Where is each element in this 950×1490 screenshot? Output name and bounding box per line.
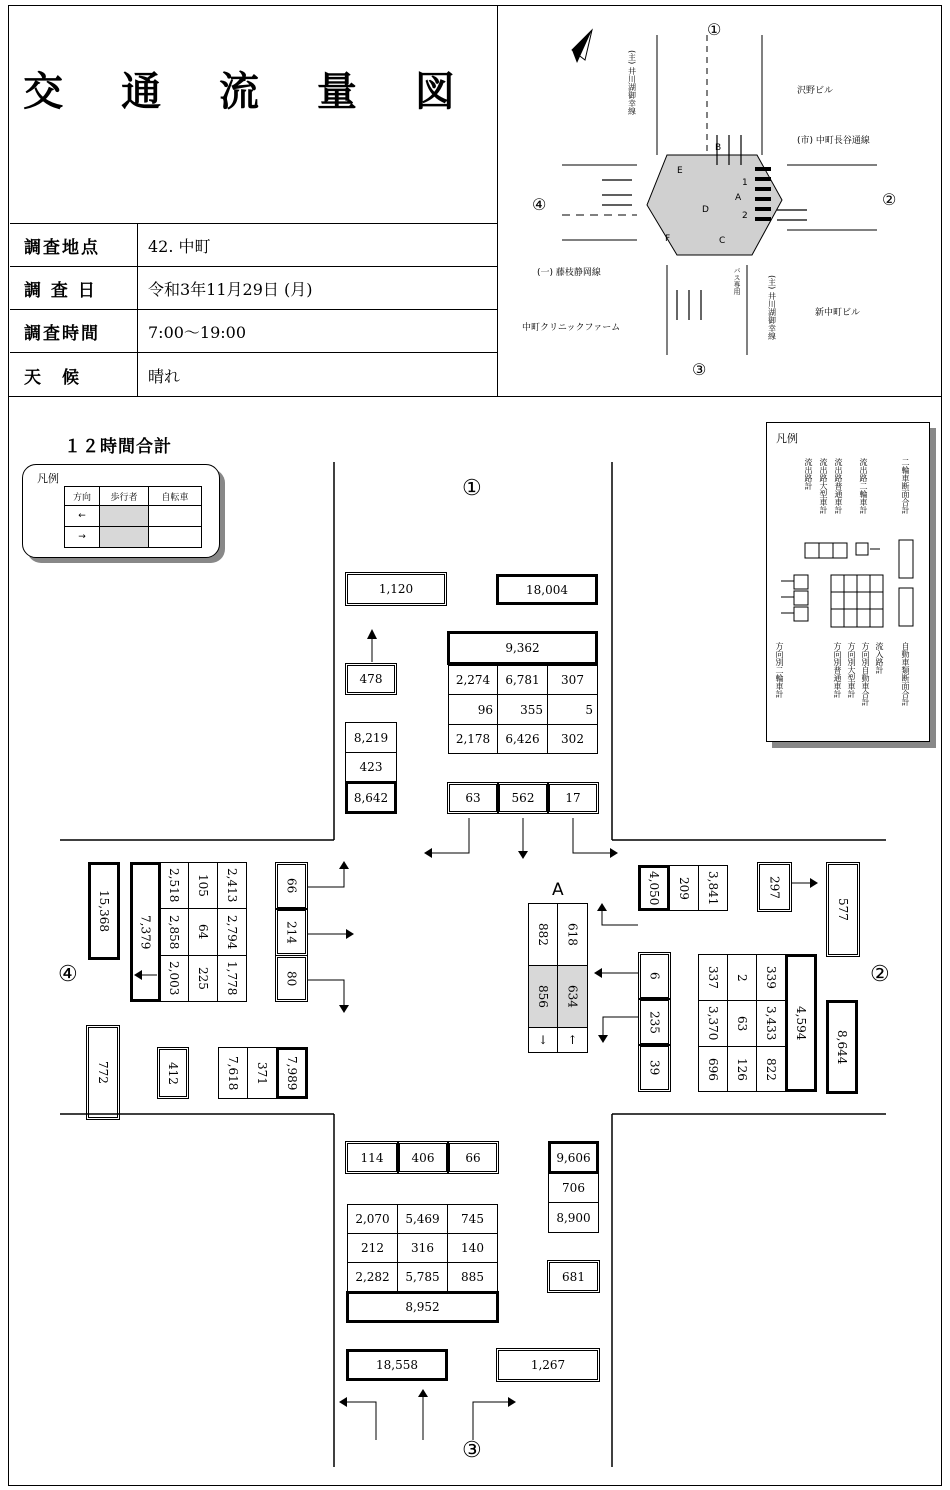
legend-col-dir: 方向 xyxy=(65,487,100,506)
north-moto-turn: 562 xyxy=(497,782,549,814)
east-cell: 126 xyxy=(727,1046,757,1092)
east-out-large: 209 xyxy=(669,865,699,911)
map-mark-2: 2 xyxy=(742,211,748,221)
info-value: 7:00～19:00 xyxy=(148,322,247,342)
legend-arrow-right: → xyxy=(65,527,100,548)
legend-small-title: 凡例 xyxy=(37,472,59,485)
north-in-total: 9,362 xyxy=(447,631,598,665)
west-cell: 2,858 xyxy=(159,908,189,956)
north-moto-turn: 63 xyxy=(447,782,499,814)
info-value: 42. 中町 xyxy=(148,236,211,256)
approach-label-north: ① xyxy=(462,476,482,501)
legend-label: 自動車類断面合計 xyxy=(901,642,910,706)
east-cross-total: 8,644 xyxy=(826,1000,858,1094)
east-cell: 339 xyxy=(756,954,786,1001)
map-approach-1: ① xyxy=(707,20,722,39)
west-cross-total: 15,368 xyxy=(88,862,120,960)
map-point-d: D xyxy=(702,205,709,215)
south-moto-turn: 114 xyxy=(345,1141,399,1174)
south-moto-turn: 66 xyxy=(447,1141,499,1174)
info-label: 調査時間 xyxy=(10,310,138,352)
legend-label: 方向別普通車計 xyxy=(833,642,842,698)
north-moto-turn: 17 xyxy=(547,782,599,814)
ped-a-cell: 882 xyxy=(528,903,558,966)
north-cell: 302 xyxy=(547,724,598,754)
north-out-normal: 8,219 xyxy=(345,722,397,753)
legend-label: 流出路大型車計 xyxy=(819,458,828,514)
east-moto-turn: 235 xyxy=(638,998,671,1046)
map-point-c: C xyxy=(719,236,726,246)
info-value: 令和3年11月29日 (月) xyxy=(148,279,313,299)
map-bus-stop: バス専用 xyxy=(733,267,741,295)
ped-a-cell: 634 xyxy=(557,965,588,1028)
map-point-f: F xyxy=(665,234,671,244)
south-out-large: 706 xyxy=(548,1173,599,1203)
west-out-normal: 7,618 xyxy=(218,1047,248,1099)
map-road-igawa-top: (主) 井川湖御幸線 xyxy=(627,50,637,115)
west-out-total: 7,989 xyxy=(276,1047,308,1099)
west-moto-turn: 66 xyxy=(275,862,308,910)
ped-a-cell: 618 xyxy=(557,903,588,966)
south-cell: 140 xyxy=(447,1233,498,1263)
info-row-weather xyxy=(10,352,498,397)
east-moto-turn: 6 xyxy=(638,952,671,1000)
north-cell: 2,178 xyxy=(448,724,498,754)
legend-big-title: 凡例 xyxy=(776,432,798,445)
south-cross-total: 18,558 xyxy=(346,1349,448,1381)
east-out-moto: 297 xyxy=(757,862,792,912)
map-road-nakamachi: (市) 中町長谷通線 xyxy=(797,136,870,146)
map-approach-2: ② xyxy=(882,190,897,209)
ped-label-a: A xyxy=(552,880,564,900)
south-cell: 2,070 xyxy=(347,1204,398,1234)
south-cell: 5,785 xyxy=(397,1262,448,1292)
map-building-shin: 新中町ビル xyxy=(815,308,861,318)
west-cell: 1,778 xyxy=(217,955,247,1002)
ped-a-cell: 856 xyxy=(528,965,558,1028)
legend-label: 流入路計 xyxy=(875,642,884,674)
legend-col-ped: 歩行者 xyxy=(100,487,149,506)
west-out-moto: 412 xyxy=(157,1047,189,1099)
south-cell: 5,469 xyxy=(397,1204,448,1234)
east-out-total: 4,050 xyxy=(638,865,670,911)
legend-label: 方向別二輪車計 xyxy=(775,642,784,698)
south-moto-cross: 1,267 xyxy=(496,1348,600,1382)
east-cell: 3,370 xyxy=(698,1000,728,1047)
west-cell: 64 xyxy=(188,908,218,956)
map-approach-4: ④ xyxy=(532,195,547,214)
south-out-normal: 8,900 xyxy=(548,1202,599,1233)
north-cell: 5 xyxy=(547,694,598,725)
info-label: 天 候 xyxy=(10,353,138,397)
legend-label: 流出路二輪車計 xyxy=(859,458,868,514)
west-moto-turn: 214 xyxy=(275,908,308,956)
south-cell: 212 xyxy=(347,1233,398,1263)
section-heading: １２時間合計 xyxy=(64,437,172,457)
south-out-moto: 681 xyxy=(547,1260,600,1293)
info-row-time xyxy=(10,309,498,352)
approach-label-south: ③ xyxy=(462,1438,482,1463)
south-cell: 745 xyxy=(447,1204,498,1234)
map-point-e: E xyxy=(677,166,683,176)
north-cell: 2,274 xyxy=(448,665,498,695)
west-moto-cross: 772 xyxy=(86,1025,120,1120)
south-cell: 885 xyxy=(447,1262,498,1292)
west-moto-turn: 80 xyxy=(275,955,308,1002)
north-moto-cross: 1,120 xyxy=(345,572,447,606)
east-in-total: 4,594 xyxy=(785,954,817,1092)
west-cell: 2,518 xyxy=(159,862,189,909)
ped-a-arrow-down: ↓ xyxy=(528,1027,558,1053)
map-point-a: A xyxy=(735,193,742,203)
east-cell: 2 xyxy=(727,954,757,1001)
map-point-b: B xyxy=(715,143,722,153)
west-cell: 2,413 xyxy=(217,862,247,909)
legend-label: 二輪車断面合計 xyxy=(901,458,910,514)
info-value: 晴れ xyxy=(148,366,181,386)
north-cross-total: 18,004 xyxy=(496,574,598,605)
legend-label: 流出路普通車計 xyxy=(834,458,843,514)
west-in-total: 7,379 xyxy=(130,862,161,1002)
east-moto-turn: 39 xyxy=(638,1044,671,1092)
info-row-date xyxy=(10,266,498,309)
map-building-clinic: 中町クリニックファーム xyxy=(522,323,621,333)
west-cell: 225 xyxy=(188,955,218,1002)
south-cell: 2,282 xyxy=(347,1262,398,1292)
info-row-location xyxy=(10,223,498,266)
approach-label-east: ② xyxy=(870,962,890,987)
north-cell: 96 xyxy=(448,694,498,725)
map-building-sawano: 沢野ビル xyxy=(797,86,834,96)
map-road-igawa-bottom: (主) 井川湖御幸線 xyxy=(767,275,777,340)
north-out-total: 8,642 xyxy=(345,781,397,814)
info-label: 調査地点 xyxy=(10,224,138,266)
north-cell: 6,426 xyxy=(497,724,548,754)
legend-label: 方向別自動車合計 xyxy=(861,642,870,706)
approach-label-west: ④ xyxy=(58,962,78,987)
east-cell: 3,433 xyxy=(756,1000,786,1047)
south-out-total: 9,606 xyxy=(548,1141,599,1174)
map-mark-1: 1 xyxy=(742,178,748,188)
north-cell: 355 xyxy=(497,694,548,725)
north-cell: 6,781 xyxy=(497,665,548,695)
east-cell: 822 xyxy=(756,1046,786,1092)
east-out-normal: 3,841 xyxy=(698,865,728,911)
west-cell: 2,003 xyxy=(159,955,189,1002)
info-label: 調 査 日 xyxy=(10,267,138,309)
page-title: 交 通 流 量 図 xyxy=(23,69,477,115)
south-moto-turn: 406 xyxy=(397,1141,449,1174)
north-out-moto: 478 xyxy=(345,663,397,695)
legend-label: 方向別大型車計 xyxy=(847,642,856,698)
legend-label: 流出路計 xyxy=(804,458,813,490)
east-cell: 696 xyxy=(698,1046,728,1092)
intersection-map xyxy=(497,5,942,397)
east-moto-cross: 577 xyxy=(826,862,860,957)
legend-arrow-left: ← xyxy=(65,506,100,527)
map-approach-3: ③ xyxy=(692,360,707,379)
east-cell: 337 xyxy=(698,954,728,1001)
legend-col-bike: 自転車 xyxy=(149,487,202,506)
map-road-fujieda: (一) 藤枝静岡線 xyxy=(537,268,601,278)
north-cell: 307 xyxy=(547,665,598,695)
west-cell: 105 xyxy=(188,862,218,909)
east-cell: 63 xyxy=(727,1000,757,1047)
west-cell: 2,794 xyxy=(217,908,247,956)
south-cell: 316 xyxy=(397,1233,448,1263)
ped-a-arrow-up: ↑ xyxy=(557,1027,588,1053)
north-out-large: 423 xyxy=(345,752,397,782)
west-out-large: 371 xyxy=(247,1047,277,1099)
south-in-total: 8,952 xyxy=(346,1291,499,1323)
